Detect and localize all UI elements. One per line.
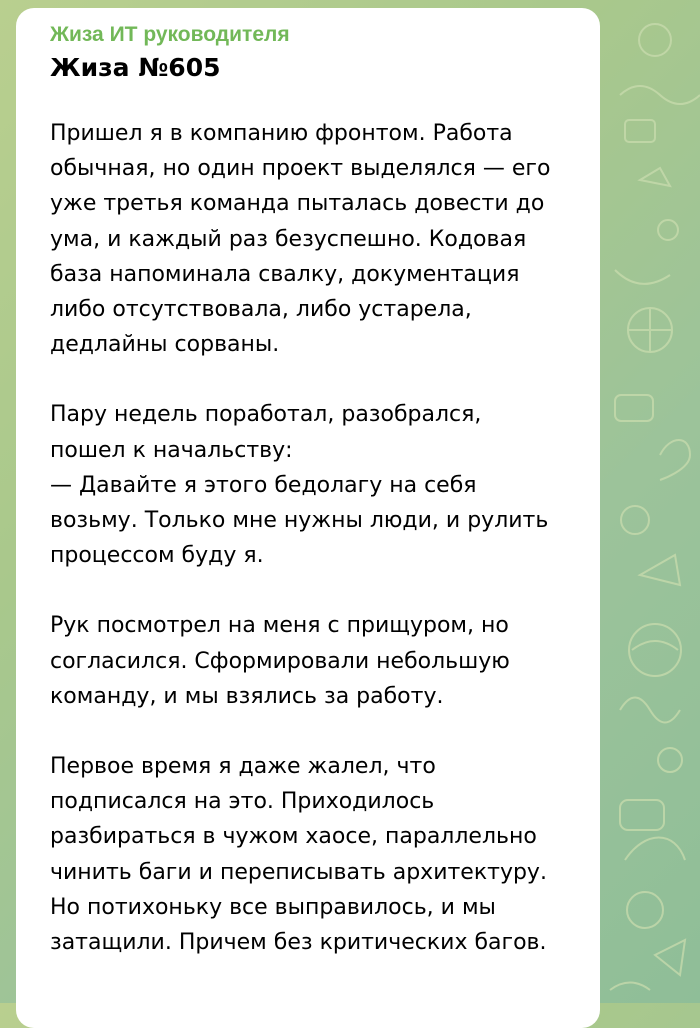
text-line: команду, и мы взялись за работу.	[50, 683, 444, 709]
message-paragraph	[50, 608, 578, 714]
text-line: Первое время я даже жалел, что	[50, 754, 436, 780]
message-paragraph	[50, 749, 578, 960]
text-line: подписался на это. Приходилось	[50, 789, 435, 815]
channel-name[interactable]: Жиза ИТ руководителя	[50, 23, 290, 46]
text-line: уже третья команда пыталась довести до	[50, 191, 545, 217]
text-line: база напоминала свалку, документация	[50, 261, 520, 287]
text-line: обычная, но один проект выделялся — его	[50, 156, 551, 182]
text-line: чинить баги и переписывать архитектуру.	[50, 859, 547, 885]
text-line: — Давайте я этого бедолагу на себя	[50, 472, 477, 498]
text-line: Но потихоньку все выправилось, и мы	[50, 894, 496, 920]
text-line: разбираться в чужом хаосе, параллельно	[50, 824, 537, 850]
text-line: Пришел я в компанию фронтом. Работа	[50, 121, 513, 146]
text-line: согласился. Сформировали небольшую	[50, 648, 510, 674]
text-line: пошел к начальству:	[50, 437, 293, 463]
message-paragraph	[50, 116, 578, 362]
text-line: ума, и каждый раз безуспешно. Кодовая	[50, 226, 527, 252]
text-line: Рук посмотрел на меня с прищуром, но	[50, 613, 509, 639]
message-bubble	[16, 8, 600, 1028]
post-title: Жиза №605	[50, 53, 221, 82]
text-line: затащили. Причем без критических багов.	[50, 930, 547, 956]
text-line: процессом буду я.	[50, 543, 264, 569]
text-line: возьму. Только мне нужны люди, и рулить	[50, 508, 549, 534]
text-line: дедлайны сорваны.	[50, 332, 280, 358]
text-line: Пару недель поработал, разобрался,	[50, 402, 482, 428]
text-line: либо отсутствовала, либо устарела,	[50, 297, 472, 323]
message-paragraph	[50, 397, 578, 573]
